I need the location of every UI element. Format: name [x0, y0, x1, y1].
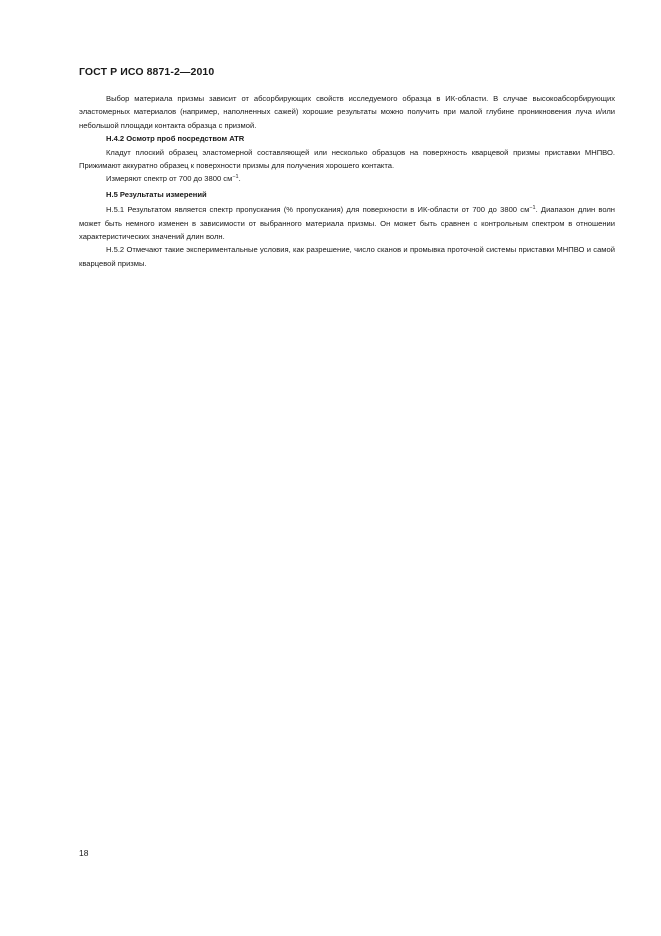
spectrum-range-exponent: −1	[232, 174, 239, 181]
h5-1-text-end: . Диапазон длин волн может быть немного изменен в зависимости от выбранного материала призмы. Он может быть сравнен с контрольным спектром в отношении характеристических значений длин волн.	[79, 205, 615, 242]
paragraph-prism-material: Выбор материала призмы зависит от абсорбирующих свойств исследуемого образца в ИК-области. В случае высокоабсорбирующих эластомерных материалов (например, наполненных сажей) хорошие результаты можно получить при малой глубине проникновения луча и/или небольшой площади контакта образца с призмой.	[79, 94, 615, 130]
heading-h5: Н.5 Результаты измерений	[106, 189, 207, 199]
paragraph-h5-2: Н.5.2 Отмечают такие экспериментальные условия, как разрешение, число сканов и промывка проточной системы приставки МНПВО и самой кварцевой призмы.	[79, 245, 615, 268]
spectrum-range-end: .	[238, 174, 241, 184]
h5-1-exponent: −1	[529, 205, 536, 212]
paragraph-sample-placement: Кладут плоский образец эластомерной составляющей или несколько образцов на поверхность кварцевой призмы приставки МНПВО. Прижимают аккуратно образец к поверхности призмы для получения хорошего контакта.	[79, 147, 615, 171]
document-body	[79, 92, 615, 270]
h5-1-text-start: Н.5.1 Результатом является спектр пропускания (% пропускания) для поверхности в ИК-области от 700 до 3800 см	[106, 205, 530, 215]
heading-h4-2: Н.4.2 Осмотр проб посредством ATR	[106, 134, 245, 144]
paragraph-h5-1	[79, 203, 615, 243]
page-number: 18	[79, 848, 89, 858]
spectrum-range-text: Измеряют спектр от 700 до 3800 см	[106, 174, 233, 184]
paragraph-spectrum-range	[79, 172, 615, 185]
document-header: ГОСТ Р ИСО 8871-2—2010	[79, 66, 215, 78]
